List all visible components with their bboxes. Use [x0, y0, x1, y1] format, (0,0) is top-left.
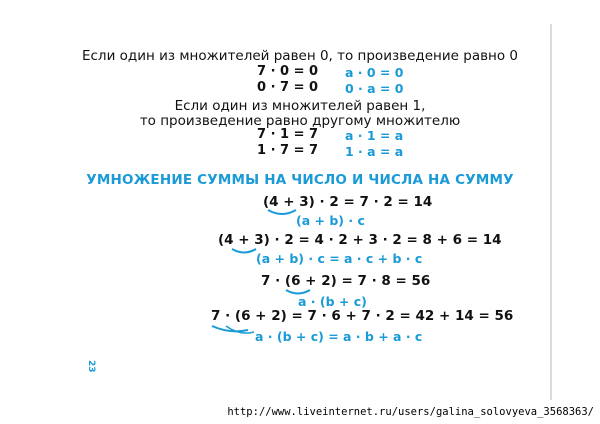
footer-url[interactable]: http://www.liveinternet.ru/users/galina_solovyeva_3568363/: [227, 406, 594, 418]
page-number: 23: [86, 360, 96, 373]
example-1-equation: (4 + 3) · 2 = 7 · 2 = 14: [263, 194, 433, 210]
one-example-1: 7 · 1 = 7: [257, 127, 319, 142]
arc-example-3: [286, 290, 310, 294]
example-1-formula: (a + b) · c: [296, 213, 365, 228]
example-2-equation: (4 + 3) · 2 = 4 · 2 + 3 · 2 = 8 + 6 = 14: [218, 232, 502, 248]
example-3-equation: 7 · (6 + 2) = 7 · 8 = 56: [261, 273, 431, 289]
zero-formula-1: a · 0 = 0: [345, 65, 404, 80]
one-formula-2: 1 · a = a: [345, 144, 404, 159]
one-rule-line-2: то произведение равно другому множителю: [139, 113, 461, 129]
section-heading: УМНОЖЕНИЕ СУММЫ НА ЧИСЛО И ЧИСЛА НА СУММУ: [86, 172, 514, 188]
zero-rule-text: Если один из множителей равен 0, то произведение равно 0: [81, 48, 519, 64]
arc-example-2: [232, 249, 256, 253]
zero-example-2: 0 · 7 = 0: [257, 80, 319, 95]
example-4-formula: a · (b + c) = a · b + a · c: [255, 329, 423, 344]
example-2-formula: (a + b) · c = a · c + b · c: [256, 251, 423, 266]
arc-example-1: [268, 210, 296, 214]
zero-formula-2: 0 · a = 0: [345, 81, 404, 96]
one-example-2: 1 · 7 = 7: [257, 143, 319, 158]
zero-example-1: 7 · 0 = 0: [257, 64, 319, 79]
example-3-formula: a · (b + c): [298, 294, 367, 309]
arc-example-4-right: [226, 326, 254, 333]
example-4-equation: 7 · (6 + 2) = 7 · 6 + 7 · 2 = 42 + 14 = 56: [211, 308, 514, 324]
one-rule-line-1: Если один из множителей равен 1,: [174, 98, 426, 114]
one-formula-1: a · 1 = a: [345, 128, 404, 143]
